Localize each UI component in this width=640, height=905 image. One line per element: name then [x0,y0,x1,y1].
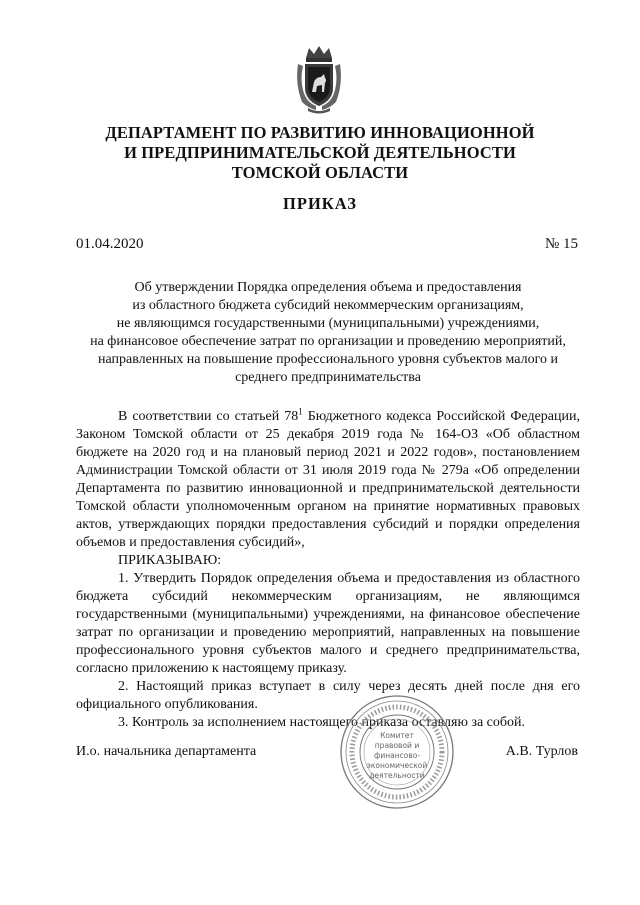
preamble-text-start: В соответствии со статьей 78 [118,409,299,424]
preamble-paragraph [76,408,580,552]
order-number: № 15 [544,236,578,252]
document-type: ПРИКАЗ [283,194,357,213]
decree-word: ПРИКАЗЫВАЮ: [118,553,222,568]
department-line: И ПРЕДПРИНИМАТЕЛЬСКОЙ ДЕЯТЕЛЬНОСТИ [124,143,516,162]
subject-line: среднего предпринимательства [235,370,421,385]
official-seal-stamp [338,693,456,811]
order-item-1: 1. Утвердить Порядок определения объема и предоставления из областного бюджета субсидий некоммерческим организациям, не являющимся государственными (муниципальными) учреждениями, на финансовое обеспечение затрат по организации и проведению мероприятий, направленных на повышение профессионального уровня субъектов малого и среднего предпринимательства, согласно приложению к настоящему приказу. [76,571,580,676]
order-body [76,408,580,732]
seal-line: экономической [366,761,428,770]
signatory-name: А.В. Турлов [505,744,578,759]
subject-line: из областного бюджета субсидий некоммерческим организациям, [132,298,524,313]
subject-line: не являющимся государственными (муниципальными) учреждениями, [116,316,540,331]
department-name [60,123,580,183]
seal-line: финансово- [373,751,421,760]
subject-line: на финансовое обеспечение затрат по организации и проведению мероприятий, [90,334,566,349]
order-item-3: 3. Контроль за исполнением настоящего приказа оставляю за собой. [118,715,526,730]
signatory-role: И.о. начальника департамента [76,744,257,759]
order-date: 01.04.2020 [76,236,144,252]
subject-line: Об утверждении Порядка определения объема и предоставления [134,280,522,295]
order-item-2: 2. Настоящий приказ вступает в силу через десять дней после дня его официального опубликования. [76,679,580,712]
preamble-text-rest: Бюджетного кодекса Российской Федерации, Законом Томской области от 25 декабря 2019 года № 164-ОЗ «Об областном бюджете на 2020 год и на плановый период 2021 и 2022 годов», постановлением Администрации Томской области от 31 июля 2019 года № 279а «Об определении Департамента по развитию инновационной и предпринимательской деятельности Томской области уполномоченным органом на принятие нормативных правовых актов, утверждающих порядки предоставления субсидий и порядки определения объемов и предоставления субсидий», [76,409,580,550]
department-line: ТОМСКОЙ ОБЛАСТИ [231,163,409,182]
coat-of-arms-icon [294,44,344,116]
article-superscript: 1 [298,406,303,417]
seal-line: правовой и [374,741,420,750]
department-line: ДЕПАРТАМЕНТ ПО РАЗВИТИЮ ИННОВАЦИОННОЙ [105,123,535,142]
subject-line: направленных на повышение профессионального уровня субъектов малого и [97,352,559,367]
order-subject [76,279,580,387]
seal-line: деятельности [369,771,425,780]
seal-line: Комитет [380,731,414,740]
